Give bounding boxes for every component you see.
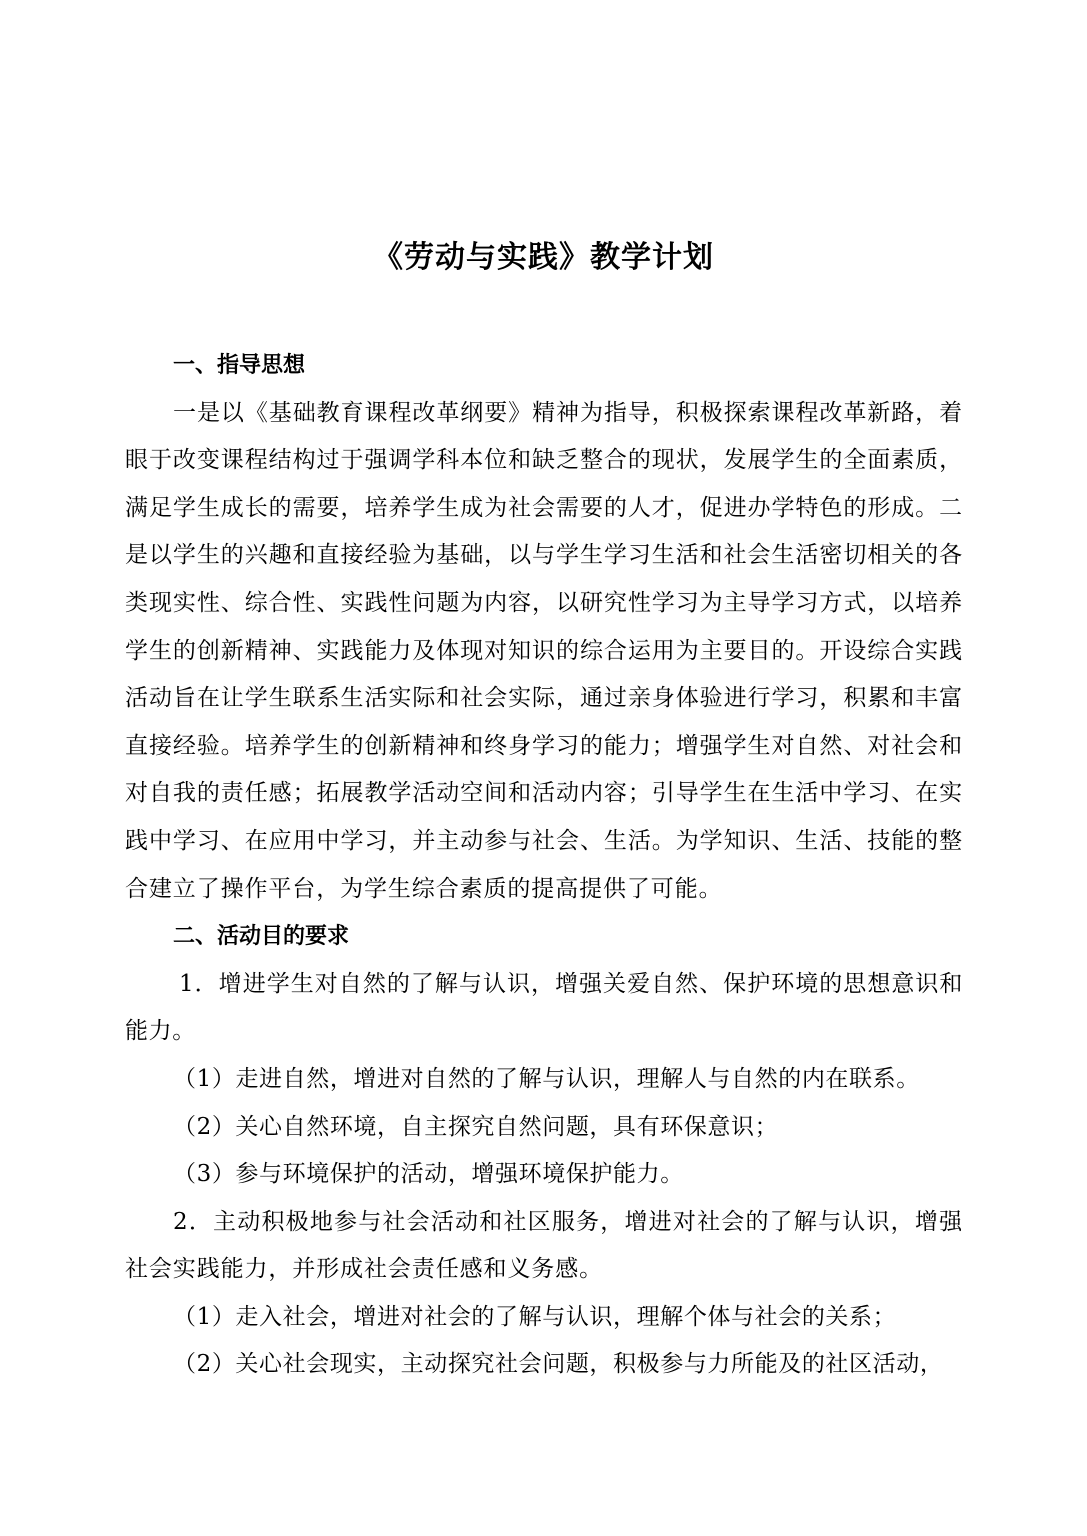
goal-subitem-2-1: （1）走入社会，增进对社会的了解与认识，理解个体与社会的关系；	[173, 1303, 897, 1330]
goal-item-1: 1．增进学生对自然的了解与认识，增强关爱自然、保护环境的思想意识和能力。	[125, 970, 963, 1045]
goal-subitem-2-2: （2）关心社会现实，主动探究社会问题，积极参与力所能及的社区活动，	[173, 1351, 944, 1378]
section-heading-activity-goals: 二、活动目的要求	[173, 924, 350, 950]
goal-subitem-1-1: （1）走进自然，增进对自然的了解与认识，理解人与自然的内在联系。	[173, 1065, 920, 1092]
goal-subitem-1-2: （2）关心自然环境，自主探究自然问题，具有环保意识；	[173, 1113, 779, 1140]
paragraph-guiding-ideology: 一是以《基础教育课程改革纲要》精神为指导，积极探索课程改革新路，着眼于改变课程结构过于强调学科本位和缺乏整合的现状，发展学生的全面素质，满足学生成长的需要，培养学生成为社会需要的人才，促进办学特色的形成。二是以学生的兴趣和直接经验为基础，以与学生学习生活和社会生活密切相关的各类现实性、综合性、实践性问题为内容，以研究性学习为主导学习方式，以培养学生的创新精神、实践能力及体现对知识的综合运用为主要目的。开设综合实践活动旨在让学生联系生活实际和社会实际，通过亲身体验进行学习，积累和丰富直接经验。培养学生的创新精神和终身学习的能力；增强学生对自然、对社会和对自我的责任感；拓展教学活动空间和活动内容；引导学生在生活中学习、在实践中学习、在应用中学习，并主动参与社会、生活。为学知识、生活、技能的整合建立了操作平台，为学生综合素质的提高提供了可能。	[125, 399, 963, 902]
document-title: 《劳动与实践》教学计划	[373, 240, 714, 275]
document-body	[125, 342, 963, 1389]
goal-item-2: 2．主动积极地参与社会活动和社区服务，增进对社会的了解与认识，增强社会实践能力，并形成社会责任感和义务感。	[125, 1208, 963, 1283]
goal-subitem-1-3: （3）参与环境保护的活动，增强环境保护能力。	[173, 1161, 684, 1188]
section-heading-guiding-ideology: 一、指导思想	[173, 353, 306, 378]
